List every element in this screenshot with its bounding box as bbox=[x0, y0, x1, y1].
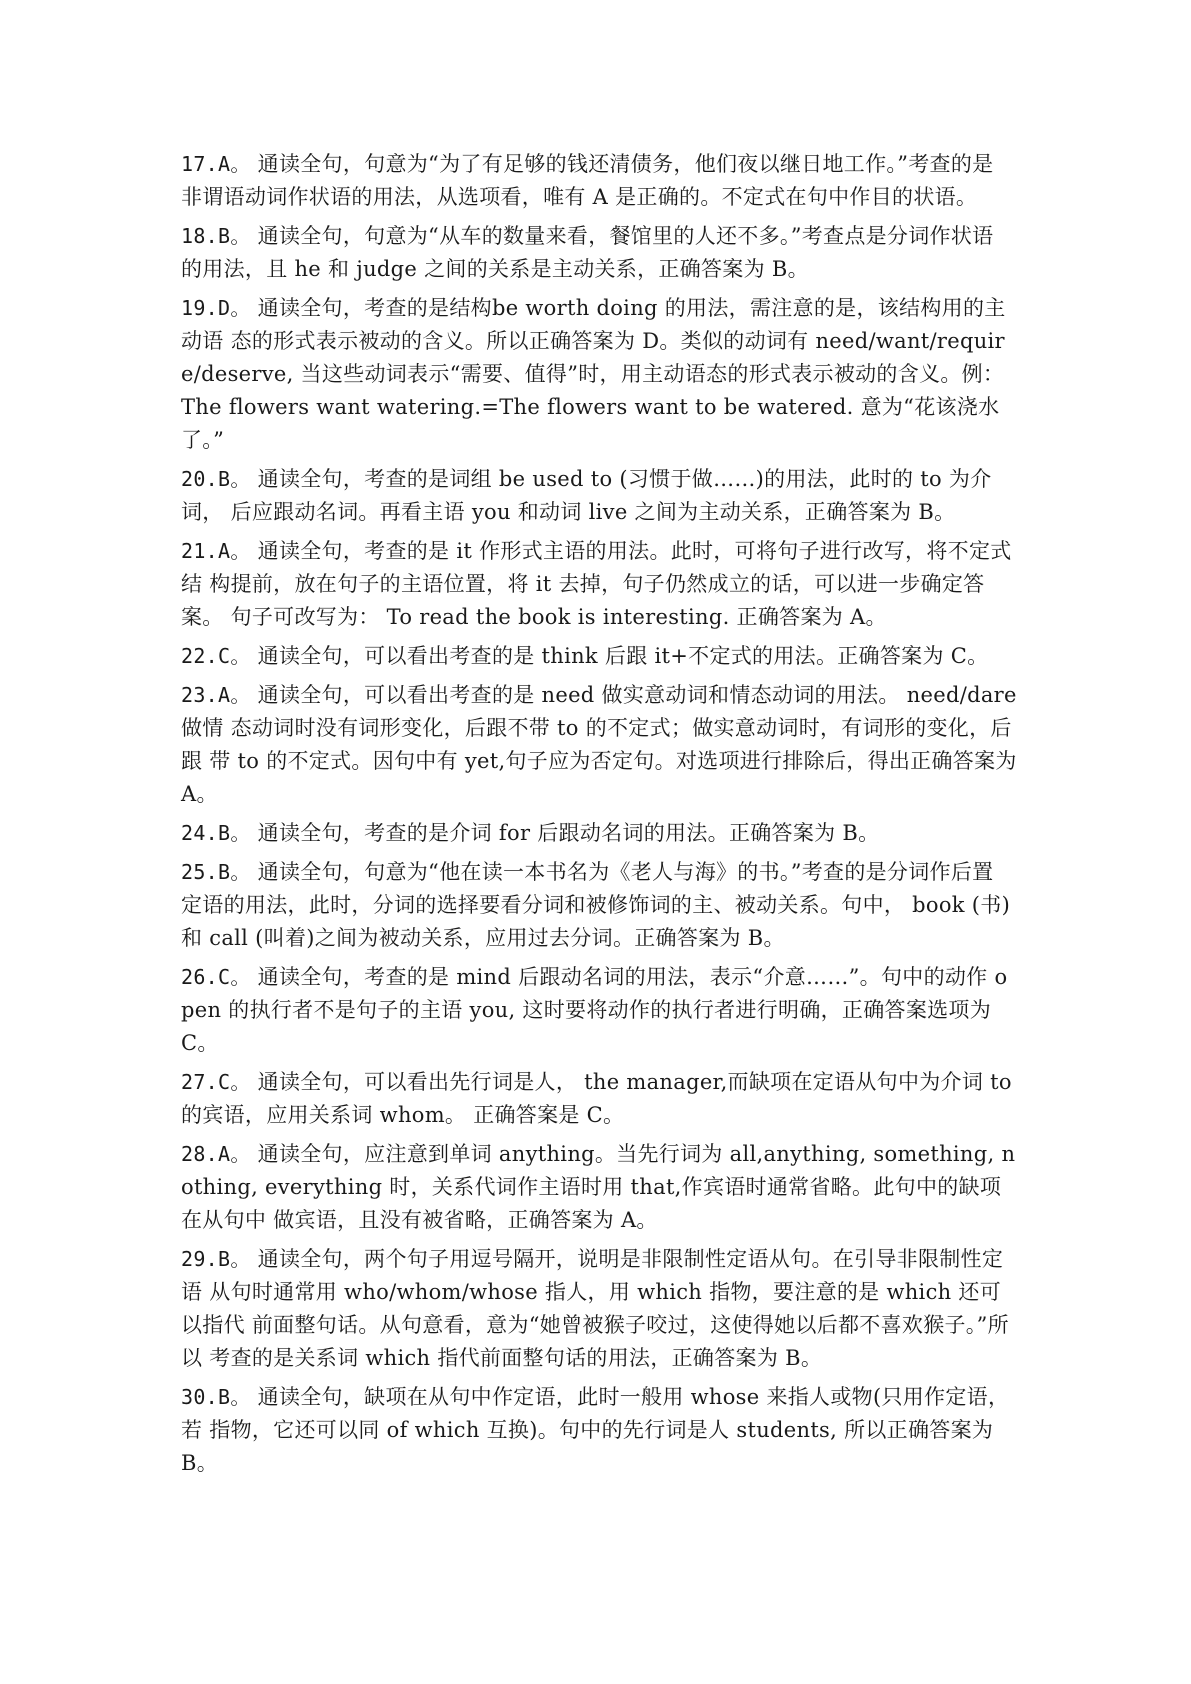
answer-text: 通读全句，可以看出考查的是 need 做实意动词和情态动词的用法。 need/dare 做情 态动词时没有词形变化，后跟不带 to 的不定式；做实意动词时，有词形的变化，后跟 带 to 的不定式。因句中有 yet,句子应为否定句。对选项进行排除后，得出正确答案为 A。 bbox=[181, 683, 1017, 806]
answer-number: 26.C。 bbox=[181, 965, 251, 989]
answer-22 bbox=[181, 640, 1021, 673]
answer-24 bbox=[181, 817, 1021, 850]
answer-text: 通读全句，考查的是 mind 后跟动名词的用法，表示“介意……”。句中的动作 open 的执行者不是句子的主语 you, 这时要将动作的执行者进行明确，正确答案选项为 C。 bbox=[181, 965, 1008, 1055]
answer-number: 20.B。 bbox=[181, 467, 251, 491]
answer-text: 通读全句，考查的是介词 for 后跟动名词的用法。正确答案为 B。 bbox=[257, 821, 880, 845]
answer-text: 通读全句，缺项在从句中作定语，此时一般用 whose 来指人或物(只用作定语，若 指物，它还可以同 of which 互换)。句中的先行词是人 students, 所以正确答案为 B。 bbox=[181, 1385, 1010, 1475]
answer-23 bbox=[181, 679, 1021, 811]
answer-text: 通读全句，考查的是 it 作形式主语的用法。此时，可将句子进行改写，将不定式结 构提前，放在句子的主语位置，将 it 去掉，句子仍然成立的话，可以进一步确定答案。 句子可改写为： To read the book is interesting. 正确答案为 A。 bbox=[181, 539, 1012, 629]
answer-text: 通读全句，考查的是结构be worth doing 的用法，需注意的是，该结构用的主动语 态的形式表示被动的含义。所以正确答案为 D。类似的动词有 need/want/require/deserve, 当这些动词表示“需要、值得”时，用主动语态的形式表示被动的含义。例： The flowers want watering.=The flowers want to be watered. 意为“花该浇水了。” bbox=[181, 296, 1006, 452]
answer-number: 24.B。 bbox=[181, 821, 251, 845]
answer-number: 17.A。 bbox=[181, 152, 251, 176]
answer-number: 30.B。 bbox=[181, 1385, 251, 1409]
answer-26 bbox=[181, 961, 1021, 1060]
answer-27 bbox=[181, 1066, 1021, 1132]
answer-number: 18.B。 bbox=[181, 224, 251, 248]
answer-text: 通读全句，应注意到单词 anything。当先行词为 all,anything, something, nothing, everything 时，关系代词作主语时用 that,作宾语时通常省略。此句中的缺项在从句中 做宾语，且没有被省略，正确答案为 A。 bbox=[181, 1142, 1016, 1232]
answer-number: 22.C。 bbox=[181, 644, 251, 668]
answer-text: 通读全句，句意为“从车的数量来看，餐馆里的人还不多。”考查点是分词作状语 的用法，且 he 和 judge 之间的关系是主动关系，正确答案为 B。 bbox=[181, 224, 994, 281]
answer-19 bbox=[181, 292, 1021, 457]
answer-text: 通读全句，句意为“为了有足够的钱还清债务，他们夜以继日地工作。”考查的是 非谓语动词作状语的用法，从选项看，唯有 A 是正确的。不定式在句中作目的状语。 bbox=[181, 152, 994, 209]
answer-number: 28.A。 bbox=[181, 1142, 251, 1166]
answer-text: 通读全句，可以看出考查的是 think 后跟 it+不定式的用法。正确答案为 C。 bbox=[257, 644, 989, 668]
answer-text: 通读全句，考查的是词组 be used to (习惯于做……)的用法，此时的 to 为介词， 后应跟动名词。再看主语 you 和动词 live 之间为主动关系，正确答案为 B。 bbox=[181, 467, 992, 524]
answer-17 bbox=[181, 148, 1021, 214]
answer-number: 27.C。 bbox=[181, 1070, 251, 1094]
answer-number: 23.A。 bbox=[181, 683, 251, 707]
answer-25 bbox=[181, 856, 1021, 955]
answer-21 bbox=[181, 535, 1021, 634]
answer-18 bbox=[181, 220, 1021, 286]
answer-30 bbox=[181, 1381, 1021, 1480]
answer-number: 21.A。 bbox=[181, 539, 251, 563]
answer-text: 通读全句，两个句子用逗号隔开，说明是非限制性定语从句。在引导非限制性定语 从句时通常用 who/whom/whose 指人，用 which 指物，要注意的是 which 还可以指代 前面整句话。从句意看，意为“她曾被猴子咬过，这使得她以后都不喜欢猴子。”所以 考查的是关系词 which 指代前面整句话的用法，正确答案为 B。 bbox=[181, 1247, 1009, 1370]
answer-number: 25.B。 bbox=[181, 860, 251, 884]
answer-explanations bbox=[181, 148, 1021, 1480]
answer-number: 29.B。 bbox=[181, 1247, 251, 1271]
answer-29 bbox=[181, 1243, 1021, 1375]
answer-20 bbox=[181, 463, 1021, 529]
answer-text: 通读全句，句意为“他在读一本书名为《老人与海》的书。”考查的是分词作后置 定语的用法，此时，分词的选择要看分词和被修饰词的主、被动关系。句中， book (书)和 call (叫着)之间为被动关系，应用过去分词。正确答案为 B。 bbox=[181, 860, 1011, 950]
answer-text: 通读全句，可以看出先行词是人， the manager,而缺项在定语从句中为介词 to 的宾语，应用关系词 whom。 正确答案是 C。 bbox=[181, 1070, 1012, 1127]
answer-number: 19.D。 bbox=[181, 296, 251, 320]
answer-28 bbox=[181, 1138, 1021, 1237]
